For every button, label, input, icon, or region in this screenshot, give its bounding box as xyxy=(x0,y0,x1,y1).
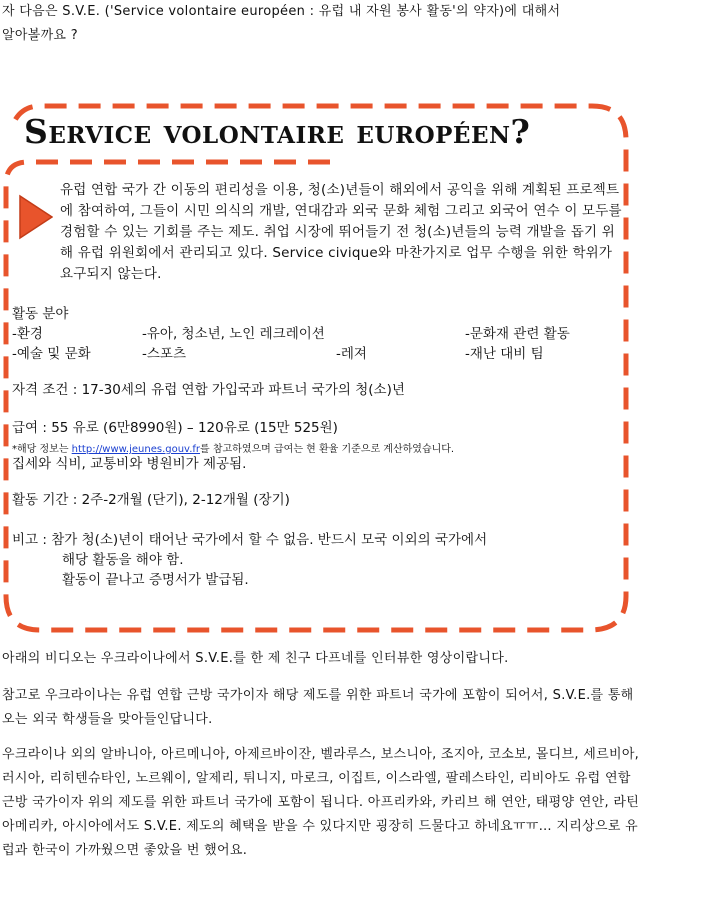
activity-item: -예술 및 문화 xyxy=(12,346,91,362)
eligibility-text: 자격 조건 : 17-30세의 유럽 연합 가입국과 파트너 국가의 청(소)년 xyxy=(12,382,405,398)
box-description: 유럽 연합 국가 간 이동의 편리성을 이용, 청(소)년들이 해외에서 공익을 위해 계획된 프로젝트에 참여하여, 그들이 시민 의식의 개발, 연대감과 외국 문화 체험 그리고 외국어 연수 이 모두를 경험할 수 있는 기회를 주는 제도. 취업 시장에 뛰어들기 전 청(소)년들의 능력 개발을 돕기 위해 유럽 위원회에서 관리되고 있다. Service civique와 마찬가지로 업무 수행을 위한 학위가 요구되지 않는다. xyxy=(60,182,622,282)
benefits-text: 집세와 식비, 교통비와 병원비가 제공됨. xyxy=(12,456,247,472)
activity-item: -스포츠 xyxy=(142,346,186,362)
video-intro-paragraph: 아래의 비디오는 우크라이나에서 S.V.E.를 한 제 친구 다프네를 인터뷰한 영상이랍니다. xyxy=(2,651,509,666)
play-arrow-icon xyxy=(19,194,53,240)
duration-text: 활동 기간 : 2주-2개월 (단기), 2-12개월 (장기) xyxy=(12,492,290,508)
activity-item: -환경 xyxy=(12,326,43,342)
ukraine-paragraph: 참고로 우크라이나는 유럽 연합 근방 국가이자 해당 제도를 위한 파트너 국가에 포함이 되어서, S.V.E.를 통해 오는 외국 학생들을 맞아들인답니다. xyxy=(2,688,634,727)
source-link[interactable]: http://www.jeunes.gouv.fr xyxy=(71,444,201,455)
activities-heading: 활동 분야 xyxy=(12,306,69,322)
salary-text: 급여 : 55 유로 (6만8990원) – 120유로 (15만 525원) xyxy=(12,420,338,436)
note-prefix: *해당 정보는 xyxy=(12,444,72,455)
activity-item: -문화재 관련 활동 xyxy=(465,326,570,342)
box-title: Service volontaire européen? xyxy=(24,112,531,151)
partner-countries-paragraph: 우크라이나 외의 알바니아, 아르메니아, 아제르바이잔, 벨라루스, 보스니아, 조지아, 코소보, 몰디브, 세르비아, 러시아, 리히텐슈타인, 노르웨이, 알제리, 튀니지, 마로크, 이집트, 이스라엘, 팔레스타인, 리비아도 유럽 연합 근방 국가이자 위의 제도를 위한 파트너 국가에 포함이 됩니다. 아프리카와, 카리브 해 연안, 태평양 연안, 라틴 아메리카, 아시아에서도 S.V.E. 제도의 혜택을 받을 수 있다지만 굉장히 드물다고 하네요ㅠㅠ… 지리상으로 유럽과 한국이 가까웠으면 좋았을 번 했어요. xyxy=(2,747,640,858)
activity-item: -재난 대비 팀 xyxy=(465,346,544,362)
intro-line-1: 자 다음은 S.V.E. ('Service volontaire européen : 유럽 내 자원 봉사 활동'의 약자)에 대해서 xyxy=(2,4,561,19)
activity-item: -레져 xyxy=(336,346,367,362)
intro-line-2: 알아볼까요 ? xyxy=(2,28,78,43)
note-suffix: 를 참고하였으며 급여는 현 환율 기준으로 계산하였습니다. xyxy=(200,444,455,455)
remarks-line-1: 비고 : 참가 청(소)년이 태어난 국가에서 할 수 없음. 반드시 모국 이외의 국가에서 xyxy=(12,532,488,548)
source-note xyxy=(12,440,454,455)
remarks-line-2: 해당 활동을 해야 함. xyxy=(62,552,184,568)
activity-item: -유아, 청소년, 노인 레크레이션 xyxy=(142,326,325,342)
intro-paragraph xyxy=(2,0,642,48)
remarks-line-3: 활동이 끝나고 증명서가 발급됨. xyxy=(62,572,249,588)
